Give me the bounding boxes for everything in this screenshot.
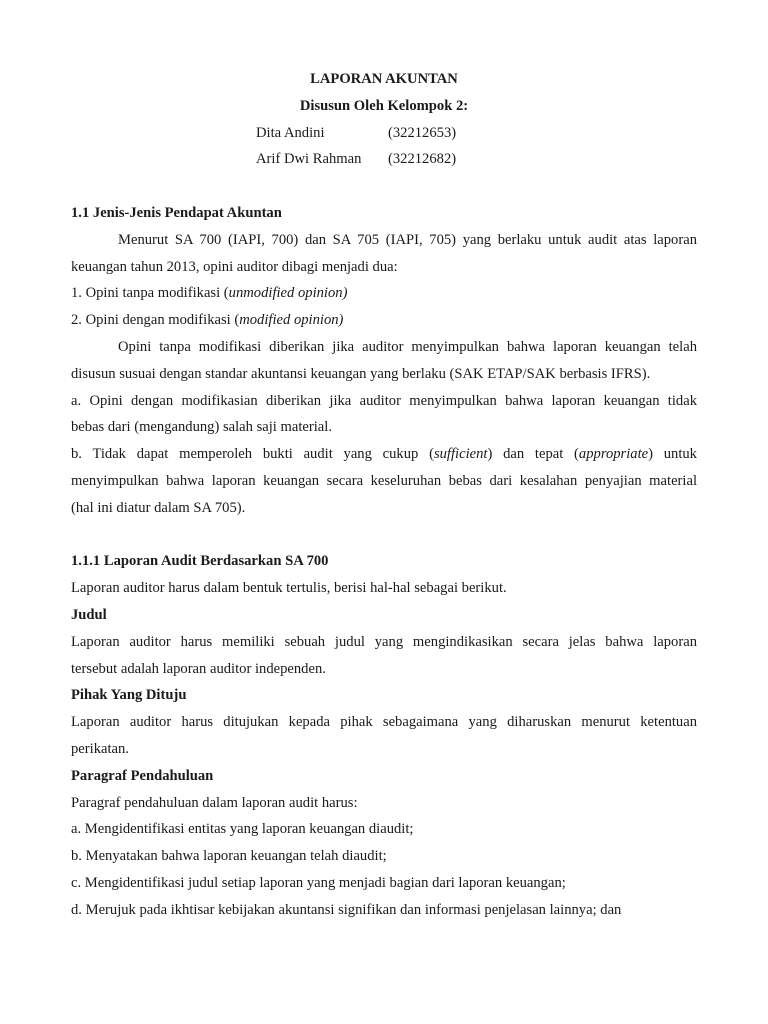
paragraph-line: a. Opini dengan modifikasian diberikan jika auditor menyimpulkan bahwa laporan keuangan tidak xyxy=(71,392,697,409)
list-item xyxy=(71,307,697,334)
section-heading: 1.1 Jenis-Jenis Pendapat Akuntan xyxy=(71,204,282,221)
paragraph-line: tersebut adalah laporan auditor independen. xyxy=(71,660,326,677)
list-item-italic: unmodified opinion) xyxy=(228,285,348,302)
list-item: a. Mengidentifikasi entitas yang laporan keuangan diaudit; xyxy=(71,821,414,838)
paragraph-line: Opini tanpa modifikasi diberikan jika auditor menyimpulkan bahwa laporan keuangan telah xyxy=(118,338,697,355)
italic-term: appropriate xyxy=(578,446,649,463)
subheading: Pihak Yang Dituju xyxy=(71,687,187,704)
text-fragment: ) dan tepat ( xyxy=(487,446,579,463)
paragraph-line: bebas dari (mengandung) salah saji material. xyxy=(71,419,332,436)
paragraph-line: menyimpulkan bahwa laporan keuangan secara keseluruhan bebas dari kesalahan penyajian material xyxy=(71,472,697,489)
author-id: (32212653) xyxy=(388,124,457,141)
text-fragment: b. Tidak dapat memperoleh bukti audit yang cukup ( xyxy=(71,446,434,463)
author-id: (32212682) xyxy=(388,151,457,168)
paragraph-line: Laporan auditor harus memiliki sebuah judul yang mengindikasikan secara jelas bahwa laporan xyxy=(71,633,697,650)
subheading: Judul xyxy=(71,606,107,623)
paragraph-line: (hal ini diatur dalam SA 705). xyxy=(71,499,246,516)
paragraph-line xyxy=(71,441,697,468)
author-row xyxy=(71,120,697,147)
author-name: Dita Andini xyxy=(256,124,325,141)
paragraph-line: disusun susuai dengan standar akuntansi keuangan yang berlaku (SAK ETAP/SAK berbasis IFRS). xyxy=(71,365,651,382)
author-name: Arif Dwi Rahman xyxy=(256,151,362,168)
list-item: c. Mengidentifikasi judul setiap laporan yang menjadi bagian dari laporan keuangan; xyxy=(71,874,566,891)
list-item-italic: modified opinion) xyxy=(239,312,344,329)
paragraph-line: perikatan. xyxy=(71,740,129,757)
text-fragment: ) untuk xyxy=(648,446,697,463)
list-item: d. Merujuk pada ikhtisar kebijakan akuntansi signifikan dan informasi penjelasan lainnya; dan xyxy=(71,901,622,918)
document-title: LAPORAN AKUNTAN xyxy=(310,71,458,87)
list-item: b. Menyatakan bahwa laporan keuangan telah diaudit; xyxy=(71,848,387,865)
document-subtitle: Disusun Oleh Kelompok 2: xyxy=(299,97,469,114)
paragraph-line: Menurut SA 700 (IAPI, 700) dan SA 705 (IAPI, 705) yang berlaku untuk audit atas laporan xyxy=(118,231,697,248)
list-item-text: 2. Opini dengan modifikasi ( xyxy=(71,312,240,329)
subheading: Paragraf Pendahuluan xyxy=(71,767,214,784)
paragraph-line: Laporan auditor harus dalam bentuk tertulis, berisi hal-hal sebagai berikut. xyxy=(71,580,507,597)
paragraph-line: keuangan tahun 2013, opini auditor dibagi menjadi dua: xyxy=(71,258,398,275)
italic-term: sufficient xyxy=(433,446,488,463)
section-heading: 1.1.1 Laporan Audit Berdasarkan SA 700 xyxy=(71,553,329,570)
author-row xyxy=(71,146,697,173)
paragraph-line: Laporan auditor harus ditujukan kepada pihak sebagaimana yang diharuskan menurut ketentuan xyxy=(71,714,697,731)
paragraph-line: Paragraf pendahuluan dalam laporan audit harus: xyxy=(71,794,358,811)
document-page xyxy=(71,66,697,924)
list-item xyxy=(71,280,697,307)
list-item-text: 1. Opini tanpa modifikasi ( xyxy=(71,285,229,302)
